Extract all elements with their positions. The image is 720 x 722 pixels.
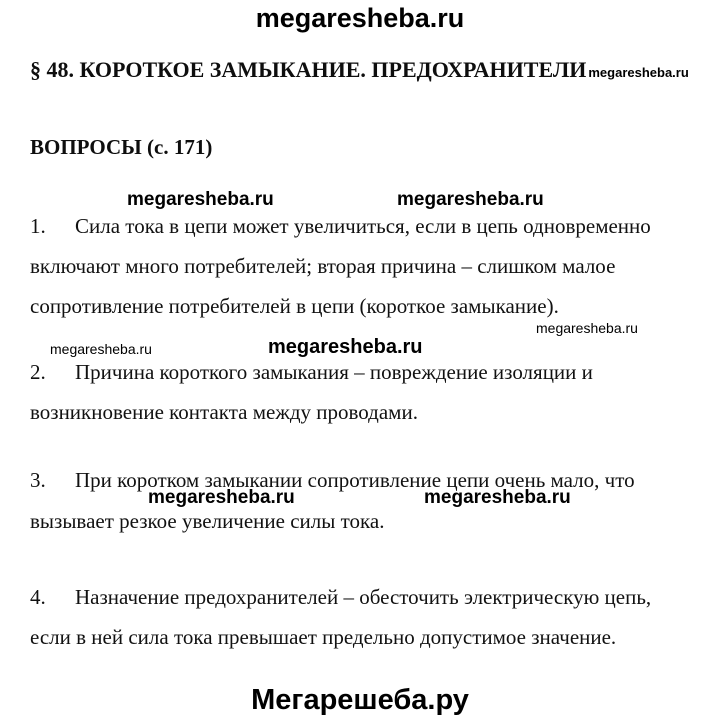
answer-2-line-1 [30,358,593,386]
watermark-mid-left: megaresheba.ru [50,341,152,357]
chapter-heading-text: § 48. КОРОТКОЕ ЗАМЫКАНИЕ. ПРЕДОХРАНИТЕЛИ [30,57,587,82]
watermark-row1-left: megaresheba.ru [127,189,274,210]
watermark-row1-right: megaresheba.ru [397,189,544,210]
answer-2-number: 2. [30,360,46,384]
watermark-top: megaresheba.ru [255,3,465,33]
watermark-mid-center: megaresheba.ru [268,336,423,358]
watermark-footer: Мегарешеба.ру [251,684,469,716]
answer-4-line-1 [30,583,651,611]
answer-1-line-3: сопротивление потребителей в цепи (короткое замыкание). [30,294,559,318]
answer-1-number: 1. [30,214,46,238]
answer-3-text-1: При коротком замыкании сопротивление цепи очень мало, что [75,468,635,492]
answer-4-text-1: Назначение предохранителей – обесточить электрическую цепь, [75,585,652,609]
answer-4-number: 4. [30,585,46,609]
answer-3-line-2: вызывает резкое увеличение силы тока. [30,509,385,533]
answer-2-line-2: возникновение контакта между проводами. [30,400,418,424]
section-title: ВОПРОСЫ (с. 171) [30,135,213,159]
watermark-mid-right: megaresheba.ru [536,320,638,336]
answer-4-line-2: если в ней сила тока превышает предельно допустимое значение. [30,625,617,649]
watermark-answer3-left: megaresheba.ru [148,487,295,508]
answer-1-line-2: включают много потребителей; вторая причина – слишком малое [30,254,616,278]
answer-3-number: 3. [30,468,46,492]
chapter-heading [30,57,689,83]
answer-1-text-1: Сила тока в цепи может увеличиться, если в цепь одновременно [75,214,651,238]
answer-2-text-1: Причина короткого замыкания – повреждение изоляции и [75,360,593,384]
watermark-answer3-right: megaresheba.ru [424,487,571,508]
watermark-heading: megaresheba.ru [588,65,689,80]
answer-1-line-1 [30,212,651,240]
